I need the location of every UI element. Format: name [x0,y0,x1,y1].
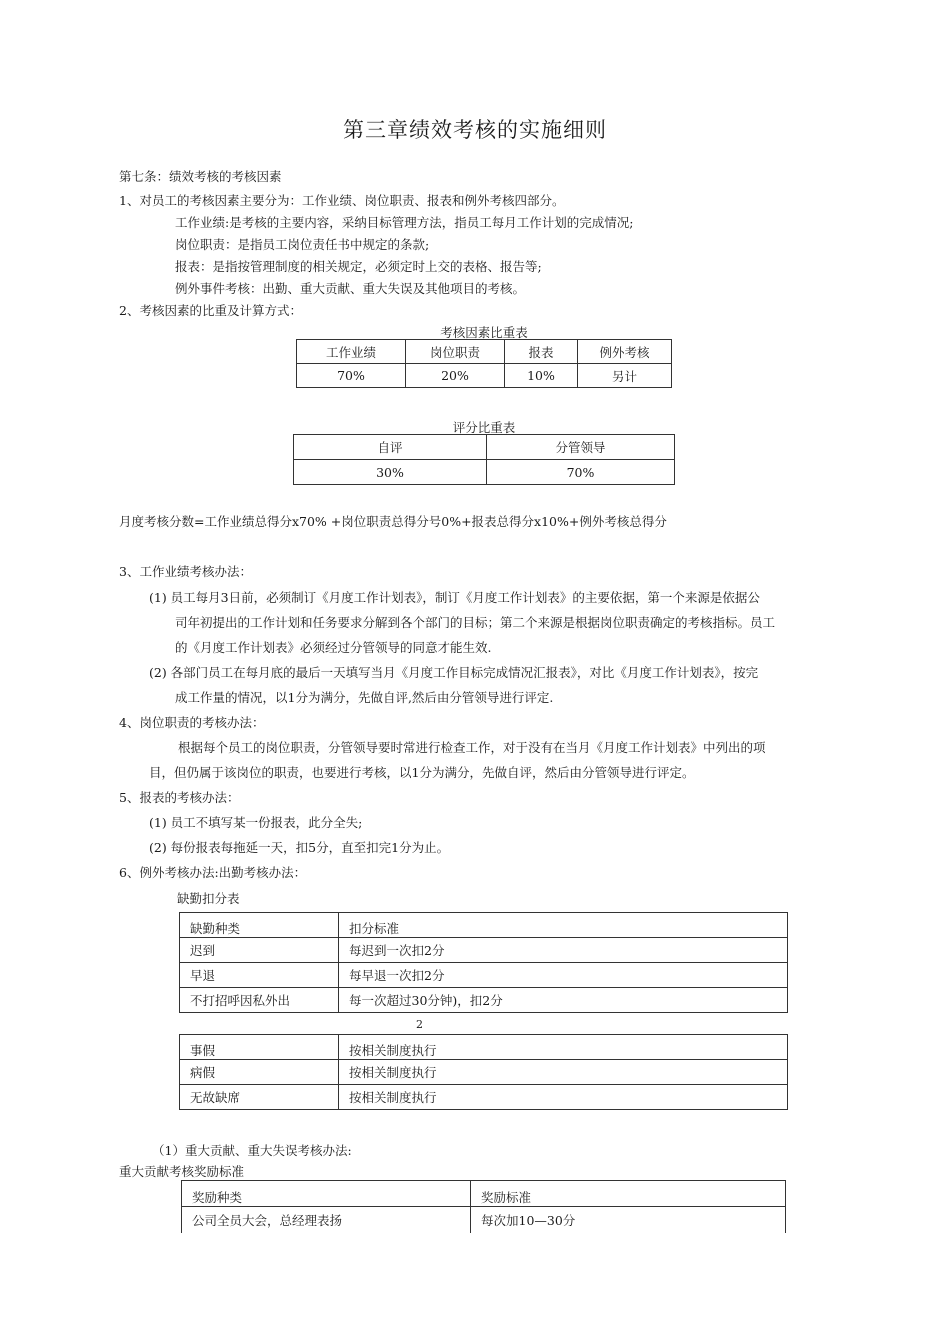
page-title: 第三章绩效考核的实施细则 [343,118,607,142]
table-cell: 10% [505,364,578,388]
table-cell: 按相关制度执行 [339,1060,788,1085]
table-cell: 早退 [180,963,339,988]
item-4-p: 目，但仍属于该岗位的职责，也要进行考核，以1分为满分，先做自评，然后由分管领导进行评定。 [149,765,695,780]
table-cell: 70% [487,460,675,485]
item-5-line: (2) 每份报表每拖延一天，扣5分，直至扣完1分为止。 [149,840,450,855]
item-3-p1: 的《月度工作计划表》必须经过分管领导的同意才能生效. [175,640,492,655]
table-cell: 迟到 [180,938,339,963]
table-cell: 报表 [505,340,578,364]
formula: 月度考核分数=工作业绩总得分x70% +岗位职责总得分号0%+报表总得分x10%+例外考核总得分 [119,514,667,529]
score-table [293,434,675,485]
item-3-p1: (1) 员工每月3日前，必须制订《月度工作计划表》，制订《月度工作计划表》的主要依据，第一个来源是依据公 [149,590,760,605]
item-6: 6、例外考核办法:出勤考核办法： [119,865,307,880]
item-3-p1: 司年初提出的工作计划和任务要求分解到各个部门的目标；第二个来源是根据岗位职责确定的考核指标。员工 [175,615,776,630]
item-3-p2: 成工作量的情况，以1分为满分，先做自评,然后由分管领导进行评定. [175,690,554,705]
table-cell: 70% [297,364,406,388]
table-cell: 扣分标准 [339,913,788,938]
item-5: 5、报表的考核办法： [119,790,240,805]
table-cell: 病假 [180,1060,339,1085]
item-4-p: 根据每个员工的岗位职责，分管领导要时常进行检查工作，对于没有在当月《月度工作计划表》中列出的项 [178,740,766,755]
table3-caption: 缺勤扣分表 [177,891,240,906]
table-cell: 分管领导 [487,435,675,460]
table-cell: 缺勤种类 [180,913,339,938]
table-cell: 不打招呼因私外出 [180,988,339,1013]
table-cell: 每一次超过30分钟)，扣2分 [339,988,788,1013]
table-cell: 例外考核 [578,340,672,364]
table-cell: 20% [406,364,505,388]
table-cell: 无故缺席 [180,1085,339,1110]
item-2: 2、考核因素的比重及计算方式： [119,303,302,318]
table4-caption: 重大贡献考核奖励标准 [119,1164,245,1179]
table2-caption: 评分比重表 [452,420,516,435]
table-cell: 30% [294,460,487,485]
table-cell: 工作业绩 [297,340,406,364]
weight-table [296,339,672,388]
table-cell: 每早退一次扣2分 [339,963,788,988]
table-cell: 岗位职责 [406,340,505,364]
article-7-heading: 第七条：绩效考核的考核因素 [119,169,282,184]
item-5-line: (1) 员工不填写某一份报表，此分全失; [149,815,363,830]
item-3: 3、工作业绩考核办法： [119,564,252,579]
sub-heading-1: （1）重大贡献、重大失误考核办法: [152,1143,352,1158]
table-cell: 每次加10—30分 [471,1207,786,1233]
table-cell: 按相关制度执行 [339,1035,788,1060]
item-1-line: 报表：是指按管理制度的相关规定，必须定时上交的表格、报告等; [175,259,542,274]
item-4: 4、岗位职责的考核办法： [119,715,265,730]
item-1-line: 岗位职责：是指员工岗位责任书中规定的条款; [175,237,430,252]
table-cell: 奖励标准 [471,1181,786,1207]
table-cell: 按相关制度执行 [339,1085,788,1110]
item-1-line: 例外事件考核：出勤、重大贡献、重大失误及其他项目的考核。 [175,281,526,296]
table-cell: 另计 [578,364,672,388]
item-1-line: 工作业绩:是考核的主要内容，采纳目标管理方法，指员工每月工作计划的完成情况; [175,215,634,230]
absence-table-continued [179,1034,788,1110]
table-cell: 每迟到一次扣2分 [339,938,788,963]
table1-caption: 考核因素比重表 [440,325,528,340]
table-cell: 奖励种类 [182,1181,471,1207]
table-cell: 自评 [294,435,487,460]
item-3-p2: (2) 各部门员工在每月底的最后一天填写当月《月度工作目标完成情况汇报表》，对比《月度工作计划表》，按完 [149,665,759,680]
reward-table [181,1180,786,1233]
page-number: 2 [416,1018,423,1031]
item-1: 1、对员工的考核因素主要分为：工作业绩、岗位职责、报表和例外考核四部分。 [119,193,565,208]
table-cell: 公司全员大会，总经理表扬 [182,1207,471,1233]
absence-table [179,912,788,1013]
table-cell: 事假 [180,1035,339,1060]
